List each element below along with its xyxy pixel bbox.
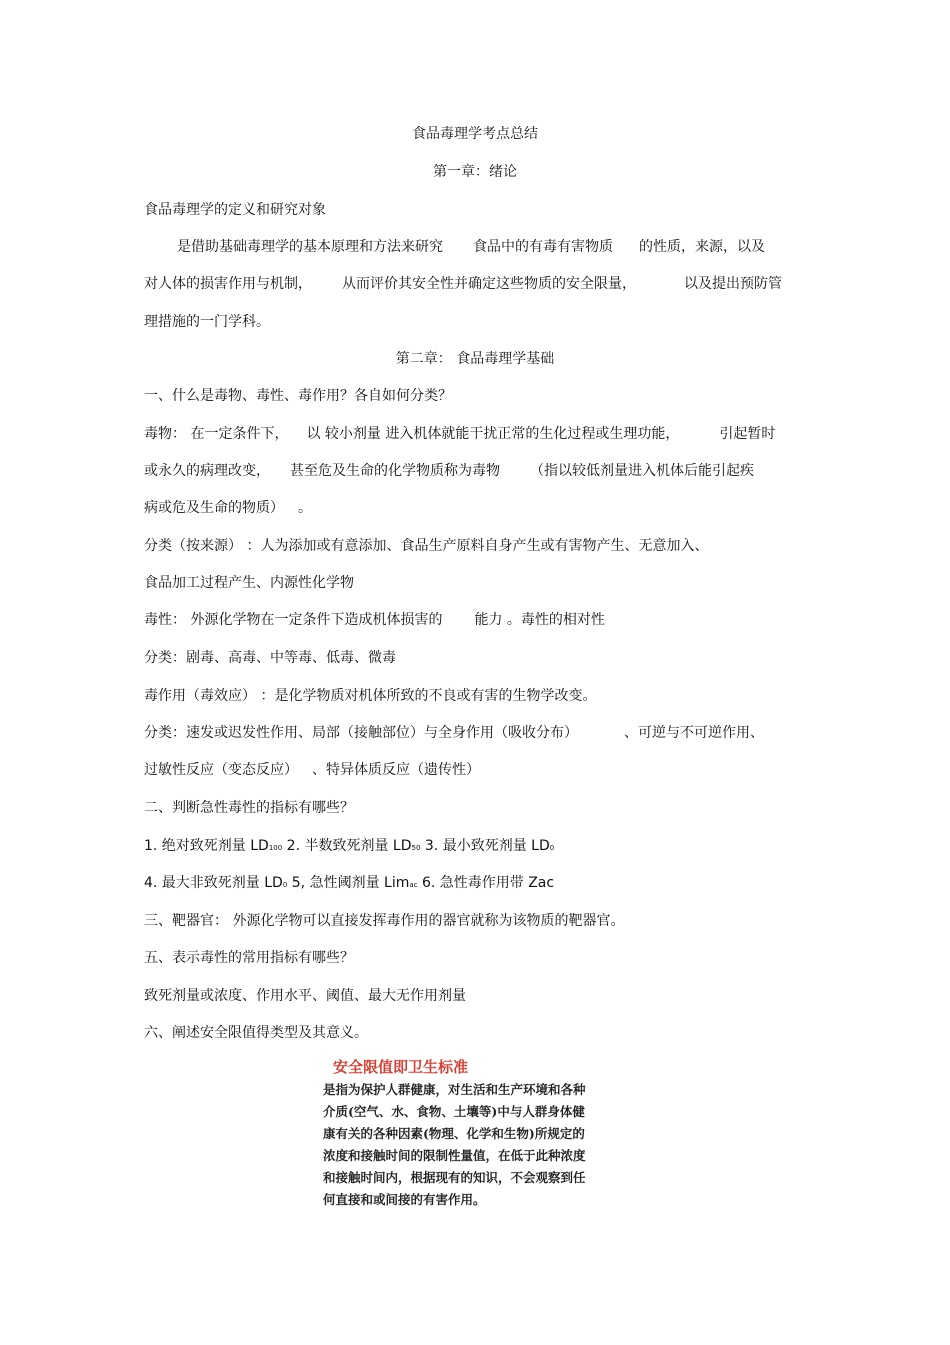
text-span: 4. 最大非致死剂量 LD xyxy=(144,875,283,891)
text-span: 毒性： 外源化学物在一定条件下造成机体损害的 xyxy=(144,612,443,628)
safety-limit-excerpt-image xyxy=(323,1055,653,1211)
poison-definition-line xyxy=(144,498,312,518)
question-2: 二、判断急性毒性的指标有哪些？ xyxy=(144,800,354,816)
text-span: 或永久的病理改变， xyxy=(144,463,270,479)
chapter-2-heading: 第二章： 食品毒理学基础 xyxy=(395,351,555,367)
text-span: 、可逆与不可逆作用、 xyxy=(624,725,764,741)
excerpt-line: 和接触时间内，根据现有的知识，不会观察到任 xyxy=(323,1170,586,1185)
text-span: 理措施的一门学科。 xyxy=(144,314,270,330)
question-3: 三、靶器官： 外源化学物可以直接发挥毒作用的器官就称为该物质的靶器官。 xyxy=(144,913,625,929)
text-span: 甚至危及生命的化学物质称为毒物 xyxy=(290,463,500,479)
text-span: 是借助基础毒理学的基本原理和方法来研究 xyxy=(177,239,443,255)
subscript: ac xyxy=(409,881,418,889)
subscript: 100 xyxy=(268,844,283,852)
definition-line xyxy=(177,237,765,257)
subscript: 0 xyxy=(549,844,555,852)
excerpt-line: 是指为保护人群健康，对生活和生产环境和各种 xyxy=(323,1082,586,1097)
text-span: 从而评价其安全性并确定这些物质的安全限量， xyxy=(342,276,636,292)
text-span: 毒物： 在一定条件下， xyxy=(144,426,289,442)
acute-toxicity-indicators xyxy=(144,873,554,895)
text-span: 、特异体质反应（遗传性） xyxy=(312,762,480,778)
text-span: （指以较低剂量进入机体后能引起疾 xyxy=(530,463,754,479)
text-span: 5, 急性阈剂量 Lim xyxy=(287,875,410,891)
text-span: 3. 最小致死剂量 LD xyxy=(420,838,550,854)
excerpt-line: 何直接和或间接的有害作用。 xyxy=(323,1192,486,1207)
text-span: 2. 半数致死剂量 LD xyxy=(282,838,412,854)
excerpt-title: 安全限值即卫生标准 xyxy=(333,1058,469,1076)
text-span: 食品中的有毒有害物质 xyxy=(473,239,613,255)
text-span: 。 xyxy=(298,500,312,516)
poison-definition-line xyxy=(144,461,754,481)
excerpt-line: 浓度和接触时间的限制性量值，在低于此种浓度 xyxy=(323,1148,586,1163)
excerpt-line: 介质(空气、水、食物、土壤等)中与人群身体健 xyxy=(323,1104,585,1119)
text-span: 病或危及生命的物质） xyxy=(144,500,284,516)
text-span: 的性质，来源，以及 xyxy=(639,239,765,255)
chapter-1-heading: 第一章：绪论 xyxy=(433,164,517,180)
poison-classification: 食品加工过程产生、内源性化学物 xyxy=(144,575,354,591)
toxic-effect-definition: 毒作用（毒效应） ：是化学物质对机体所致的不良或有害的生物学改变。 xyxy=(144,688,597,704)
question-5: 五、表示毒性的常用指标有哪些？ xyxy=(144,950,354,966)
text-span: 能力 。毒性的相对性 xyxy=(474,612,605,628)
definition-line xyxy=(144,274,782,294)
text-span: 对人体的损害作用与机制， xyxy=(144,276,312,292)
toxic-effect-classification xyxy=(144,723,764,743)
text-span: 过敏性反应（变态反应） xyxy=(144,762,298,778)
poison-definition-line xyxy=(144,424,775,444)
subscript: 50 xyxy=(411,844,421,852)
doc-title: 食品毒理学考点总结 xyxy=(412,126,538,142)
question-5-answer: 致死剂量或浓度、作用水平、阈值、最大无作用剂量 xyxy=(144,988,466,1004)
text-span: 以及提出预防管 xyxy=(684,276,782,292)
subscript: 0 xyxy=(282,881,288,889)
toxicity-definition xyxy=(144,610,605,630)
question-1: 一、什么是毒物、毒性、毒作用？各自如何分类？ xyxy=(144,388,452,404)
text-span: 分类：速发或迟发性作用、局部（接触部位）与全身作用（吸收分布） xyxy=(144,725,578,741)
text-span: 引起暂时 xyxy=(719,426,776,442)
toxicity-classification: 分类：剧毒、高毒、中等毒、低毒、微毒 xyxy=(144,650,396,666)
text-span: 1. 绝对致死剂量 LD xyxy=(144,838,269,854)
question-6: 六、阐述安全限值得类型及其意义。 xyxy=(144,1025,368,1041)
excerpt-line: 康有关的各种因素(物理、化学和生物)所规定的 xyxy=(323,1126,585,1141)
definition-heading: 食品毒理学的定义和研究对象 xyxy=(144,202,326,218)
text-span: 6. 急性毒作用带 Zac xyxy=(417,875,555,891)
acute-toxicity-indicators xyxy=(144,836,554,858)
text-span: 以 较小剂量 进入机体就能干扰正常的生化过程或生理功能， xyxy=(306,426,680,442)
definition-line xyxy=(144,312,270,332)
poison-classification: 分类（按来源） ：人为添加或有意添加、食品生产原料自身产生或有害物产生、无意加入、 xyxy=(144,538,709,554)
toxic-effect-classification xyxy=(144,760,480,780)
